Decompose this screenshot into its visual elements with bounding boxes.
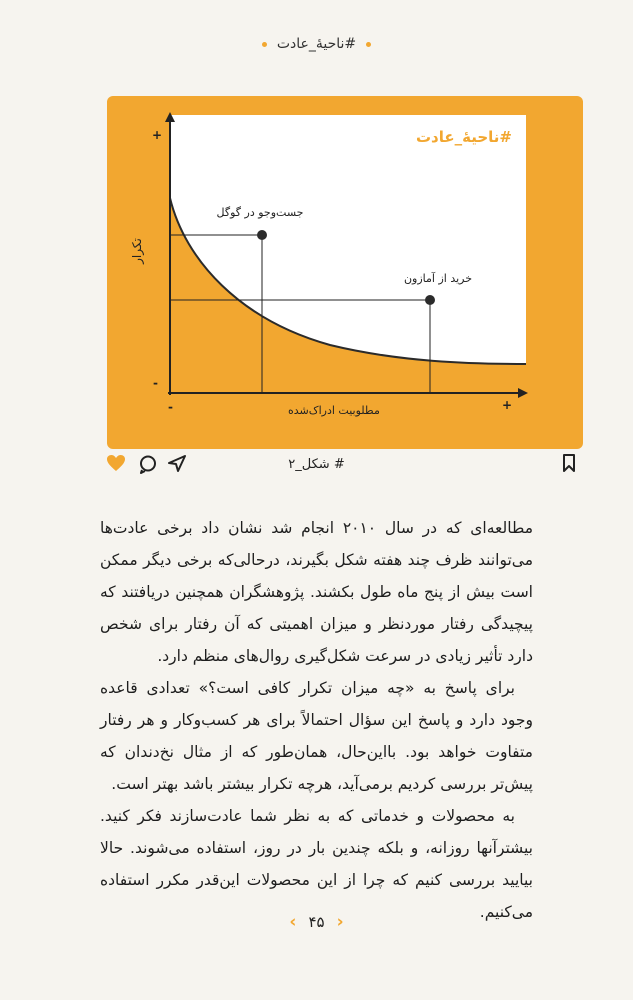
chart-title: #ناحیهٔ_عادت xyxy=(415,128,512,146)
body-text xyxy=(100,512,533,928)
paragraph: به محصولات و خدماتی که به نظر شما عادت‌سازند فکر کنید. بیشترآنها روزانه، و بلکه چندین بار در روز، استفاده می‌شوند. حالا بیایید بررسی کنیم که چرا از این محصولات این‌قدر مکرر استفاده می‌کنیم. xyxy=(100,807,533,921)
running-title: #ناحیهٔ_عادت xyxy=(276,36,357,52)
figure-caption: # شکل_۲ xyxy=(288,457,345,472)
x-max-label: + xyxy=(502,398,513,412)
paragraph: مطالعه‌ای که در سال ۲۰۱۰ انجام شد نشان داد برخی عادت‌ها می‌توانند ظرف چند هفته شکل بگیرند، درحالی‌که برخی دیگر ممکن است بیش از پنج ماه طول بکشند. پژوهشگران همچنین دریافتند که پیچیدگی رفتار موردنظر و میزان اهمیتی که آن رفتار برای شخص دارد تأثیر زیادی در سرعت شکل‌گیری روال‌های منظم دارد. xyxy=(100,519,533,665)
y-axis-label: تکرار xyxy=(129,238,144,264)
chevron-left-icon[interactable]: ‹ xyxy=(289,912,297,932)
y-axis-arrow xyxy=(165,112,175,122)
data-point xyxy=(425,295,435,305)
page-number: ۴۵ xyxy=(308,913,325,931)
data-point xyxy=(257,230,267,240)
paragraph: برای پاسخ به «چه میزان تکرار کافی است؟» تعدادی قاعده وجود دارد و پاسخ این سؤال احتمالاً برای هر کسب‌وکار و هر رفتار متفاوت خواهد بود. بااین‌حال، همان‌طور که از مثال نخ‌دندان که پیش‌تر بررسی کردیم برمی‌آید، هرچه تکرار بیشتر باشد بهتر است. xyxy=(100,679,533,793)
page-footer xyxy=(0,912,633,932)
chevron-right-icon[interactable]: › xyxy=(336,912,344,932)
x-axis-label: مطلوبیت ادراک‌شده xyxy=(288,404,380,417)
point-label: جست‌وجو در گوگل xyxy=(216,206,304,219)
y-max-label: + xyxy=(152,128,163,142)
x-min-label: - xyxy=(168,400,173,414)
y-min-label: - xyxy=(153,376,158,390)
point-label: خرید از آمازون xyxy=(403,272,473,285)
